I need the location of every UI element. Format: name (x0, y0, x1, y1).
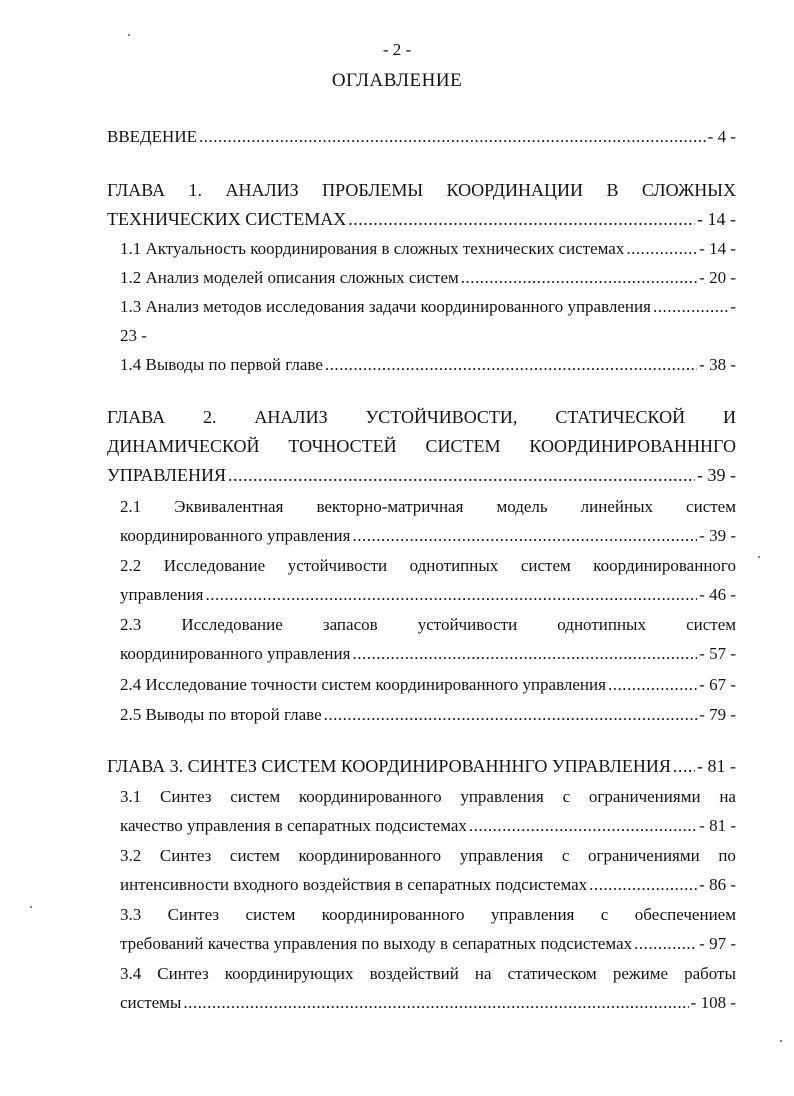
toc-page: - 14 - (699, 239, 736, 258)
toc-section-2-1 (120, 492, 736, 550)
word: на (719, 787, 736, 806)
toc-page: - 67 - (699, 675, 736, 694)
word: запасов (322, 615, 378, 634)
scan-speck (30, 906, 32, 908)
word: по (718, 846, 736, 865)
word: В (606, 180, 619, 200)
word: Синтез (157, 964, 209, 983)
toc-chapter-3 (107, 752, 736, 781)
word: 2. (203, 407, 217, 427)
toc-leader (653, 292, 728, 321)
word: ГЛАВА (107, 180, 166, 200)
word: управления (490, 905, 575, 924)
word: управления (460, 787, 544, 806)
toc-label: качество управления в сепаратных подсистемах (120, 816, 467, 835)
toc-label: 2.4 Исследование точности систем координированного управления (120, 675, 606, 694)
word: линейных (580, 497, 654, 516)
toc-page: - 4 - (707, 127, 736, 146)
toc-page: - 108 - (690, 993, 736, 1012)
toc-leader (469, 811, 697, 840)
toc-chapter-2 (107, 403, 736, 490)
word: Исследование (163, 556, 266, 575)
word: устойчивости (287, 556, 388, 575)
word: ДИНАМИЧЕСКОЙ (107, 436, 260, 456)
toc-label: ГЛАВА 3. СИНТЕЗ СИСТЕМ КООРДИНИРОВАНННГО УПРАВЛЕНИЯ (107, 756, 671, 776)
toc-page: - 39 - (697, 465, 736, 485)
toc-leader (634, 929, 697, 958)
toc-page: - 86 - (699, 875, 736, 894)
word: 3.4 (120, 964, 142, 983)
page-title: ОГЛАВЛЕНИЕ (331, 70, 463, 91)
word: 1. (188, 180, 203, 200)
toc-section-1-3 (120, 292, 736, 350)
word: ограничениями (588, 787, 701, 806)
word: 2.3 (120, 615, 142, 634)
toc-leader (608, 670, 697, 699)
toc-label: УПРАВЛЕНИЯ (107, 465, 226, 485)
toc-section-3-3 (120, 900, 736, 958)
toc-page: - 38 - (699, 355, 736, 374)
toc-page: - 81 - (697, 756, 736, 776)
toc-page: - (730, 297, 736, 316)
scan-speck (128, 34, 130, 36)
toc-leader (352, 521, 697, 550)
word: векторно-матричная (316, 497, 464, 516)
word: координированного (298, 846, 442, 865)
word: систем (245, 905, 296, 924)
toc-label: управления (120, 585, 204, 604)
toc-section-3-1 (120, 782, 736, 840)
word: с (562, 787, 571, 806)
toc-page: - 57 - (699, 644, 736, 663)
toc-page: - 39 - (699, 526, 736, 545)
toc-label: ВВЕДЕНИЕ (107, 127, 197, 146)
toc-leader (461, 263, 697, 292)
toc-label: 1.4 Выводы по первой главе (120, 355, 323, 374)
word: Синтез (160, 787, 212, 806)
word: статическом (507, 964, 597, 983)
word: Синтез (167, 905, 220, 924)
word: на (474, 964, 492, 983)
toc-page: - 79 - (699, 705, 736, 724)
toc-page-wrap: 23 - (120, 326, 147, 345)
word: координированного (593, 556, 736, 575)
word: Синтез (159, 846, 212, 865)
word: систем (230, 787, 281, 806)
chapter-title-line-1 (107, 176, 736, 205)
toc-section-2-5 (120, 700, 736, 729)
toc-page: - 81 - (699, 816, 736, 835)
toc-label: интенсивности входного воздействия в сепаратных подсистемах (120, 875, 588, 894)
word: обеспечением (634, 905, 736, 924)
word: АНАЛИЗ (225, 180, 299, 200)
toc-chapter-1 (107, 176, 736, 234)
word: работы (684, 964, 736, 983)
scan-speck (758, 556, 760, 558)
word: УСТОЙЧИВОСТИ, (365, 407, 518, 427)
word: систем (520, 556, 571, 575)
toc-section-2-2 (120, 551, 736, 609)
word: Исследование (181, 615, 283, 634)
chapter-title-line-2 (107, 432, 736, 461)
word: 3.2 (120, 846, 142, 865)
toc-label: системы (120, 993, 182, 1012)
word: однотипных (557, 615, 646, 634)
toc-label: 1.3 Анализ методов исследования задачи координированного управления (120, 297, 651, 316)
word: ПРОБЛЕМЫ (322, 180, 424, 200)
toc-leader (206, 580, 698, 609)
word: систем (229, 846, 280, 865)
toc-section-3-4 (120, 959, 736, 1017)
toc-page: - 14 - (697, 209, 736, 229)
word: режиме (612, 964, 669, 983)
toc-label: 1.1 Актуальность координирования в сложных технических системах (120, 239, 625, 258)
word: КООРДИНИРОВАНННГО (529, 436, 736, 456)
toc-leader (352, 639, 697, 668)
toc-section-1-1 (120, 234, 736, 263)
toc-label: координированного управления (120, 526, 351, 545)
word: ТОЧНОСТЕЙ (288, 436, 397, 456)
word: ограничениями (588, 846, 700, 865)
toc-label: координированного управления (120, 644, 351, 663)
toc-section-2-4 (120, 670, 736, 699)
word: координирующих (224, 964, 354, 983)
toc-entry-intro (107, 122, 736, 151)
toc-section-1-4 (120, 350, 736, 379)
toc-leader (325, 350, 697, 379)
chapter-title-line-1 (107, 403, 736, 432)
page-number: - 2 - (382, 40, 412, 59)
word: с (561, 846, 570, 865)
word: КООРДИНАЦИИ (446, 180, 584, 200)
word: 2.2 (120, 556, 142, 575)
word: СИСТЕМ (425, 436, 501, 456)
toc-page: - 46 - (699, 585, 736, 604)
toc-leader (589, 870, 697, 899)
word: устойчивости (417, 615, 518, 634)
toc-page: - 97 - (699, 934, 736, 953)
word: 2.1 (120, 497, 142, 516)
word: воздействий (369, 964, 459, 983)
toc-leader (199, 122, 706, 151)
toc-section-1-2 (120, 263, 736, 292)
toc-label: требований качества управления по выходу в сепаратных подсистемах (120, 934, 633, 953)
word: однотипных (409, 556, 499, 575)
scan-speck (780, 1040, 782, 1042)
toc-section-3-2 (120, 841, 736, 899)
word: координированного (298, 787, 442, 806)
toc-label: ТЕХНИЧЕСКИХ СИСТЕМАХ (107, 209, 347, 229)
word: 3.3 (120, 905, 142, 924)
word: СТАТИЧЕСКОЙ (555, 407, 686, 427)
word: модель (496, 497, 548, 516)
toc-leader (348, 205, 695, 234)
word: управления (459, 846, 544, 865)
toc-leader (324, 700, 698, 729)
word: Эквивалентная (174, 497, 284, 516)
toc-leader (626, 234, 697, 263)
word: ГЛАВА (107, 407, 166, 427)
word: СЛОЖНЫХ (641, 180, 736, 200)
toc-label: 1.2 Анализ моделей описания сложных систем (120, 268, 459, 287)
word: 3.1 (120, 787, 142, 806)
word: с (600, 905, 609, 924)
toc-label: 2.5 Выводы по второй главе (120, 705, 322, 724)
toc-leader (673, 752, 695, 781)
toc-leader (183, 988, 688, 1017)
toc-section-2-3 (120, 610, 736, 668)
word: систем (686, 497, 736, 516)
word: И (722, 407, 736, 427)
word: систем (686, 615, 736, 634)
toc-page: - 20 - (699, 268, 736, 287)
word: координированного (321, 905, 465, 924)
toc-leader (228, 461, 695, 490)
word: АНАЛИЗ (254, 407, 328, 427)
